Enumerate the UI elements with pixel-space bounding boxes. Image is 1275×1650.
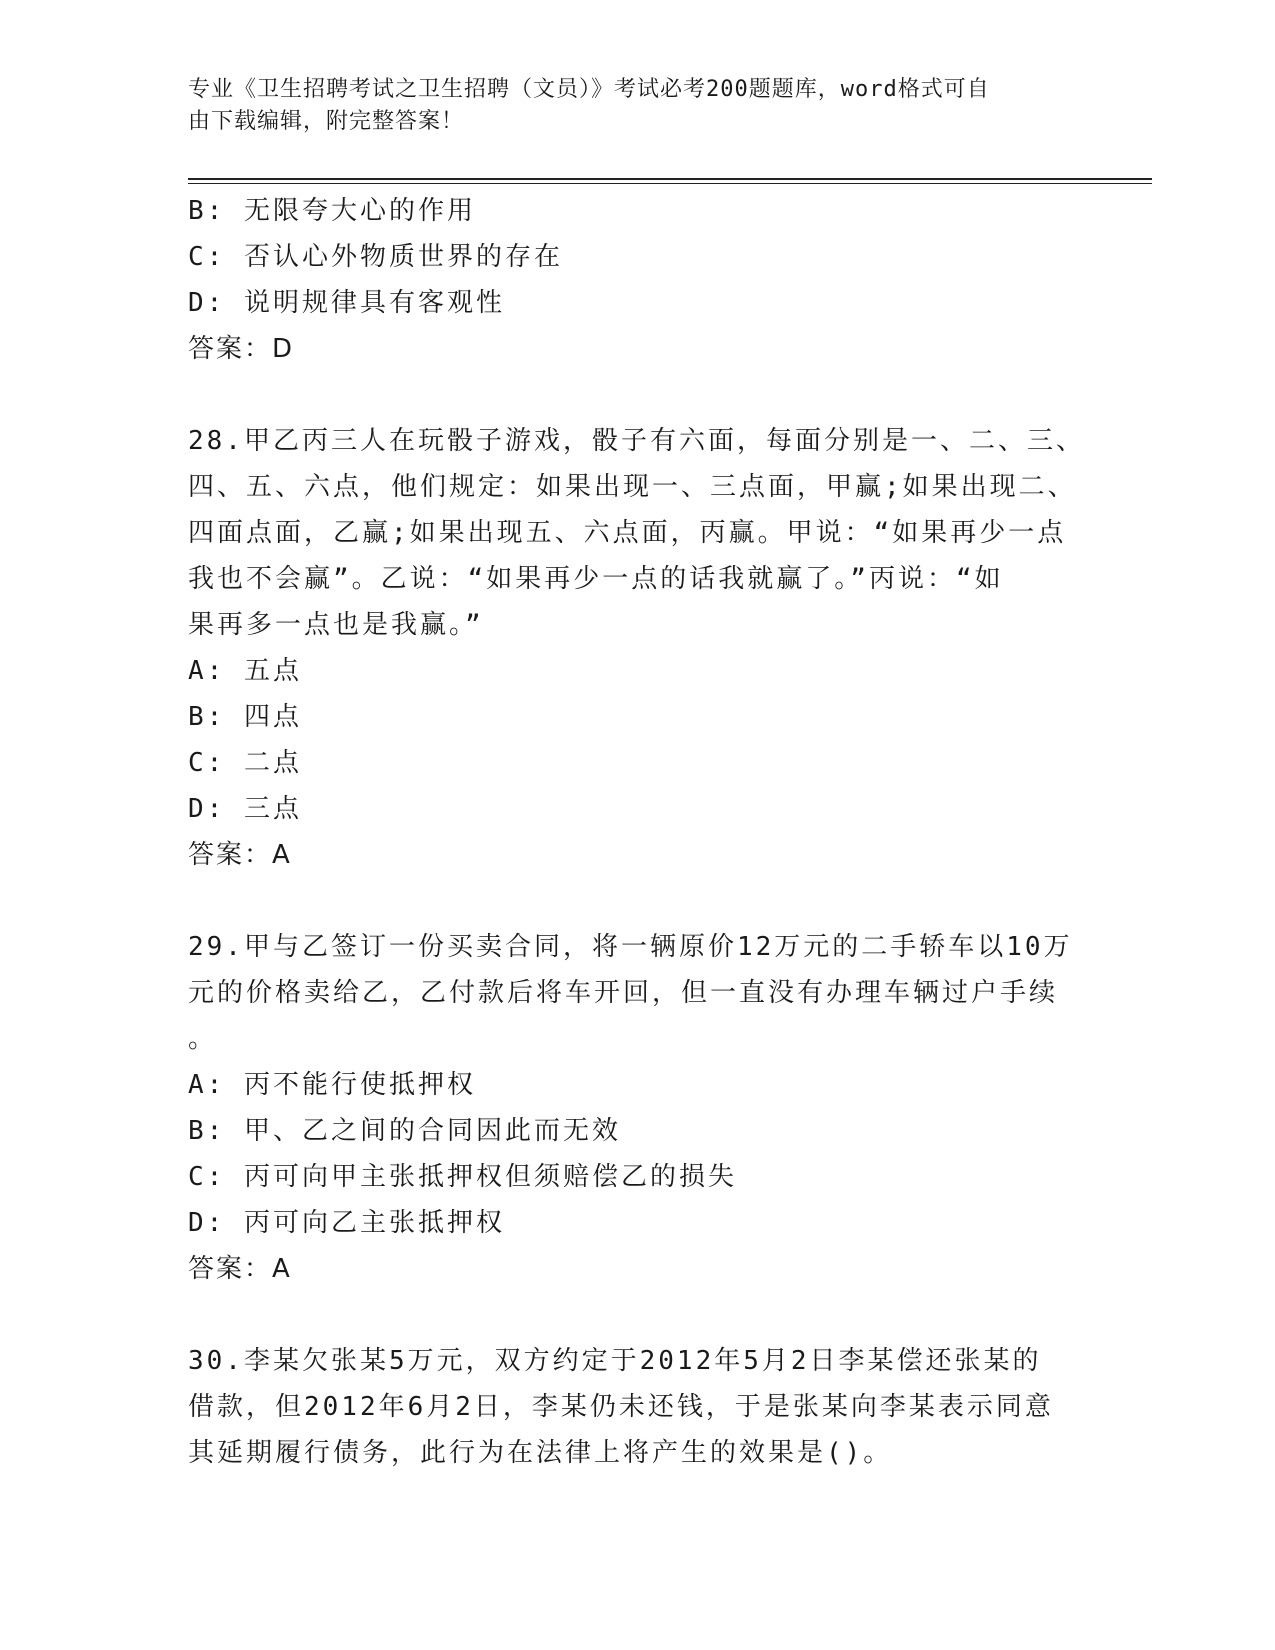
question-text xyxy=(188,418,1088,648)
question-text-line: 28.甲乙丙三人在玩骰子游戏，骰子有六面，每面分别是一、二、三、 xyxy=(188,426,1085,456)
answer-line: 答案：A xyxy=(188,1254,292,1284)
question-text-line: 四、五、六点，他们规定：如果出现一、三点面，甲赢;如果出现二、 xyxy=(188,472,1077,502)
option-c: C: 丙可向甲主张抵押权但须赔偿乙的损失 xyxy=(188,1162,737,1192)
option-a: A: 丙不能行使抵押权 xyxy=(188,1070,476,1100)
option-c: C: 否认心外物质世界的存在 xyxy=(188,242,563,272)
question-text-line: 29.甲与乙签订一份买卖合同，将一辆原价12万元的二手轿车以10万 xyxy=(188,932,1073,962)
spacer xyxy=(188,1292,1088,1338)
option-b: B: 四点 xyxy=(188,702,302,732)
answer-line: 答案：A xyxy=(188,840,292,870)
option-d: D: 说明规律具有客观性 xyxy=(188,288,505,318)
header-rule-thin xyxy=(188,183,1152,184)
option-b: B: 无限夸大心的作用 xyxy=(188,196,476,226)
question-27-continuation xyxy=(188,188,1088,372)
question-text-line: 元的价格卖给乙，乙付款后将车开回，但一直没有办理车辆过户手续 xyxy=(188,978,1059,1008)
question-text-line: 果再多一点也是我赢。” xyxy=(188,610,484,640)
question-text-line: 其延期履行债务，此行为在法律上将产生的效果是()。 xyxy=(188,1438,893,1468)
question-text xyxy=(188,924,1088,1062)
question-text-line: 30.李某欠张某5万元，双方约定于2012年5月2日李某偿还张某的 xyxy=(188,1346,1042,1376)
answer-line: 答案：D xyxy=(188,334,295,364)
option-a: A: 五点 xyxy=(188,656,302,686)
option-d: D: 三点 xyxy=(188,794,302,824)
question-28 xyxy=(188,418,1088,878)
page-header xyxy=(188,74,1068,138)
question-text xyxy=(188,1338,1088,1476)
question-text-line: 我也不会赢”。乙说：“如果再少一点的话我就赢了。”丙说：“如 xyxy=(188,564,1004,594)
question-text-line: 。 xyxy=(188,1024,218,1054)
option-b: B: 甲、乙之间的合同因此而无效 xyxy=(188,1116,621,1146)
spacer xyxy=(188,372,1088,418)
question-29 xyxy=(188,924,1088,1292)
option-d: D: 丙可向乙主张抵押权 xyxy=(188,1208,505,1238)
question-text-line: 借款，但2012年6月2日，李某仍未还钱，于是张某向李某表示同意 xyxy=(188,1392,1054,1422)
header-rule-thick xyxy=(188,178,1152,180)
header-line-1: 专业《卫生招聘考试之卫生招聘（文员）》考试必考200题题库，word格式可自 xyxy=(188,77,990,102)
question-content xyxy=(188,188,1088,1476)
spacer xyxy=(188,878,1088,924)
header-line-2: 由下载编辑，附完整答案！ xyxy=(188,109,465,134)
question-text-line: 四面点面，乙赢;如果出现五、六点面，丙赢。甲说：“如果再少一点 xyxy=(188,518,1067,548)
option-c: C: 二点 xyxy=(188,748,302,778)
question-30 xyxy=(188,1338,1088,1476)
